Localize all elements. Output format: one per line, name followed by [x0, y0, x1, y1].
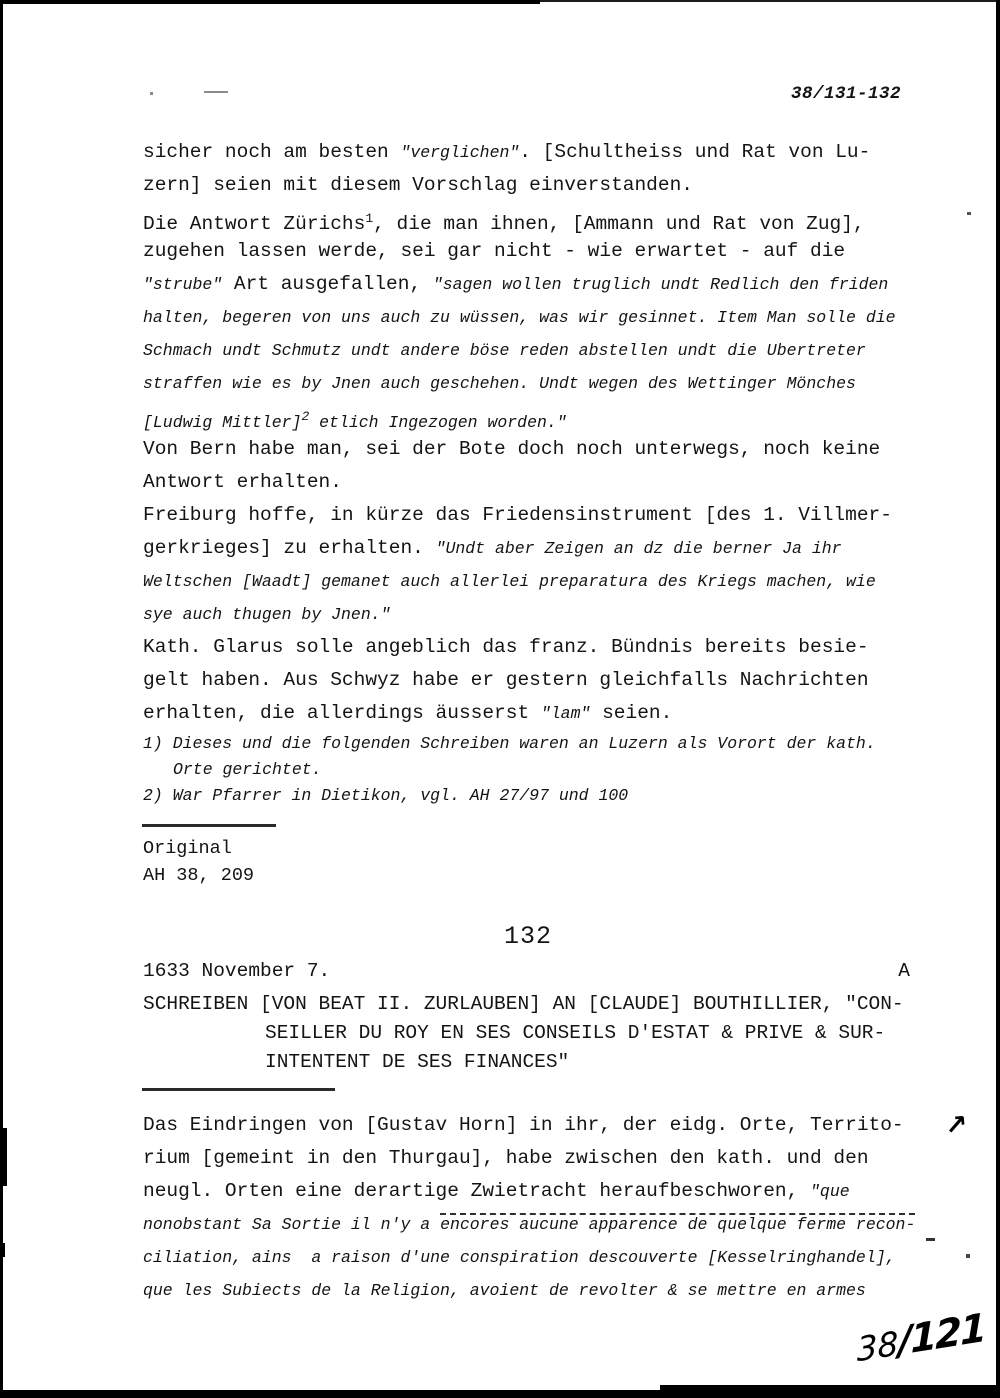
scan-border-bottom [0, 1390, 690, 1398]
text-line [143, 466, 933, 499]
text-segment: Das Eindringen von [Gustav Horn] in ihr, der eidg. Orte, Territo- [143, 1114, 904, 1136]
text-segment: , die man ihnen, [Ammann und Rat von Zug], [373, 213, 865, 235]
text-segment: "verglichen" [400, 143, 520, 162]
text-segment: "strube" [143, 275, 223, 294]
scan-border-left [0, 1128, 7, 1186]
scan-border-bottom [660, 1385, 1000, 1398]
text-segment: Art ausgefallen, [222, 273, 433, 295]
entry-marker: A [898, 960, 910, 982]
text-segment: etlich Ingezogen worden." [309, 413, 567, 432]
entry-date-row [143, 956, 910, 986]
source-reference: AH 38, 209 [143, 865, 255, 886]
text-segment: Antwort erhalten. [143, 471, 342, 493]
page-reference: 38/131-132 [790, 84, 901, 104]
scan-artifact [150, 92, 153, 95]
scan-border-top [0, 0, 540, 4]
text-segment: gelt haben. Aus Schwyz habe er gestern gleichfalls Nachrichten [143, 669, 869, 691]
scan-border-right [996, 0, 1000, 1398]
title-line: SEILLER DU ROY EN SES CONSEILS D'ESTAT & PRIVE & SUR- [265, 1022, 886, 1044]
text-segment: ciliation, ains a raison d'une conspiration descouverte [Kesselringhandel], [143, 1248, 896, 1267]
text-segment: "lam" [540, 704, 591, 723]
handwritten-ref-volume: 38 [856, 1323, 899, 1370]
entry-date: 1633 November 7. [143, 960, 331, 982]
text-segment: rium [gemeint in den Thurgau], habe zwischen den kath. und den [143, 1147, 869, 1169]
text-line [143, 433, 933, 466]
entry-132-title [143, 990, 973, 1077]
text-segment: Die Antwort Zürichs [143, 213, 366, 235]
entry-132-body [143, 1109, 963, 1307]
text-segment: sye auch thugen by Jnen." [143, 605, 391, 624]
text-segment: seien. [590, 702, 673, 724]
title-line: INTENTENT DE SES FINANCES" [265, 1051, 570, 1073]
text-line [143, 631, 933, 664]
text-segment: Von Bern habe man, sei der Bote doch noch unterwegs, noch keine [143, 438, 881, 460]
handwritten-arrow-icon: ↗ [943, 1109, 969, 1142]
handwritten-page-reference [856, 1306, 985, 1372]
text-line [143, 334, 933, 367]
footnote-line: 2) War Pfarrer in Dietikon, vgl. AH 27/97 und 100 [143, 786, 629, 805]
text-line [143, 1109, 963, 1142]
text-segment: zugehen lassen werde, sei gar nicht - wie erwartet - auf die [143, 240, 846, 262]
text-segment: nonobstant Sa Sortie il n'y a [143, 1215, 441, 1234]
text-segment: neugl. Orten eine derartige Zwietracht heraufbeschworen, [143, 1180, 811, 1202]
text-segment: que les Subiects de la Religion, avoient de revolter & se mettre en armes [143, 1281, 866, 1300]
text-segment: Freiburg hoffe, in kürze das Friedensinstrument [des 1. Villmer- [143, 504, 892, 526]
text-line [143, 565, 933, 598]
text-segment: "sagen wollen truglich undt Redlich den friden [432, 275, 889, 294]
footnote-line: Orte gerichtet. [173, 760, 322, 779]
text-segment: halten, begeren von uns auch zu wüssen, was wir gesinnet. Item Man solle die [143, 308, 896, 327]
text-segment: zern] seien mit diesem Vorschlag einverstanden. [143, 174, 693, 196]
footnote-line: 1) Dieses und die folgenden Schreiben waren an Luzern als Vorort der kath. [143, 734, 876, 753]
text-line [143, 169, 933, 202]
text-line [143, 136, 933, 169]
scan-border-left [0, 1243, 5, 1257]
text-segment: gerkrieges] zu erhalten. [143, 537, 436, 559]
footnote-marker: 2 [301, 409, 310, 424]
text-line [143, 1208, 963, 1241]
text-line [143, 400, 933, 433]
text-line [143, 664, 933, 697]
horizontal-rule [142, 824, 276, 827]
text-segment: sicher noch am besten [143, 141, 401, 163]
scan-border-left [0, 0, 3, 1398]
text-segment-underlined: encores aucune apparence de quelque ferme recon- [440, 1215, 916, 1234]
footnotes-block [143, 731, 933, 809]
title-line: SCHREIBEN [VON BEAT II. ZURLAUBEN] AN [CLAUDE] BOUTHILLIER, "CON- [143, 993, 904, 1015]
scan-artifact [967, 212, 971, 215]
text-line [143, 697, 933, 730]
text-line [143, 532, 933, 565]
text-segment: Weltschen [Waadt] gemanet auch allerlei preparatura des Kriegs machen, wie [143, 572, 876, 591]
text-line [143, 1175, 963, 1208]
entry-131-body [143, 136, 933, 730]
text-line [143, 499, 933, 532]
text-line [143, 1142, 963, 1175]
text-line [143, 367, 933, 400]
text-line [143, 1274, 963, 1307]
text-segment: . [Schultheiss und Rat von Lu- [519, 141, 871, 163]
text-line [143, 268, 933, 301]
source-block [143, 835, 254, 889]
footnote-marker: 1 [365, 211, 374, 226]
text-line [143, 598, 933, 631]
text-segment: "que [810, 1182, 850, 1201]
scan-artifact [204, 91, 228, 93]
text-line [143, 301, 933, 334]
scan-border-top [540, 0, 1000, 2]
text-segment: "Undt aber Zeigen an dz die berner Ja ihr [435, 539, 842, 558]
text-segment: Kath. Glarus solle angeblich das franz. Bündnis bereits besie- [143, 636, 869, 658]
source-type: Original [143, 838, 232, 859]
handwritten-ref-number: /121 [897, 1305, 986, 1365]
entry-number: 132 [503, 922, 552, 951]
text-segment: Schmach undt Schmutz undt andere böse reden abstellen undt die Ubertreter [143, 341, 866, 360]
text-line [143, 1241, 963, 1274]
text-line [143, 202, 933, 235]
horizontal-rule [142, 1088, 335, 1091]
text-segment: straffen wie es by Jnen auch geschehen. Undt wegen des Wettinger Mönches [143, 374, 856, 393]
text-line [143, 235, 933, 268]
text-segment: [Ludwig Mittler] [143, 413, 302, 432]
text-segment: erhalten, die allerdings äusserst [143, 702, 541, 724]
scan-artifact [966, 1254, 970, 1258]
